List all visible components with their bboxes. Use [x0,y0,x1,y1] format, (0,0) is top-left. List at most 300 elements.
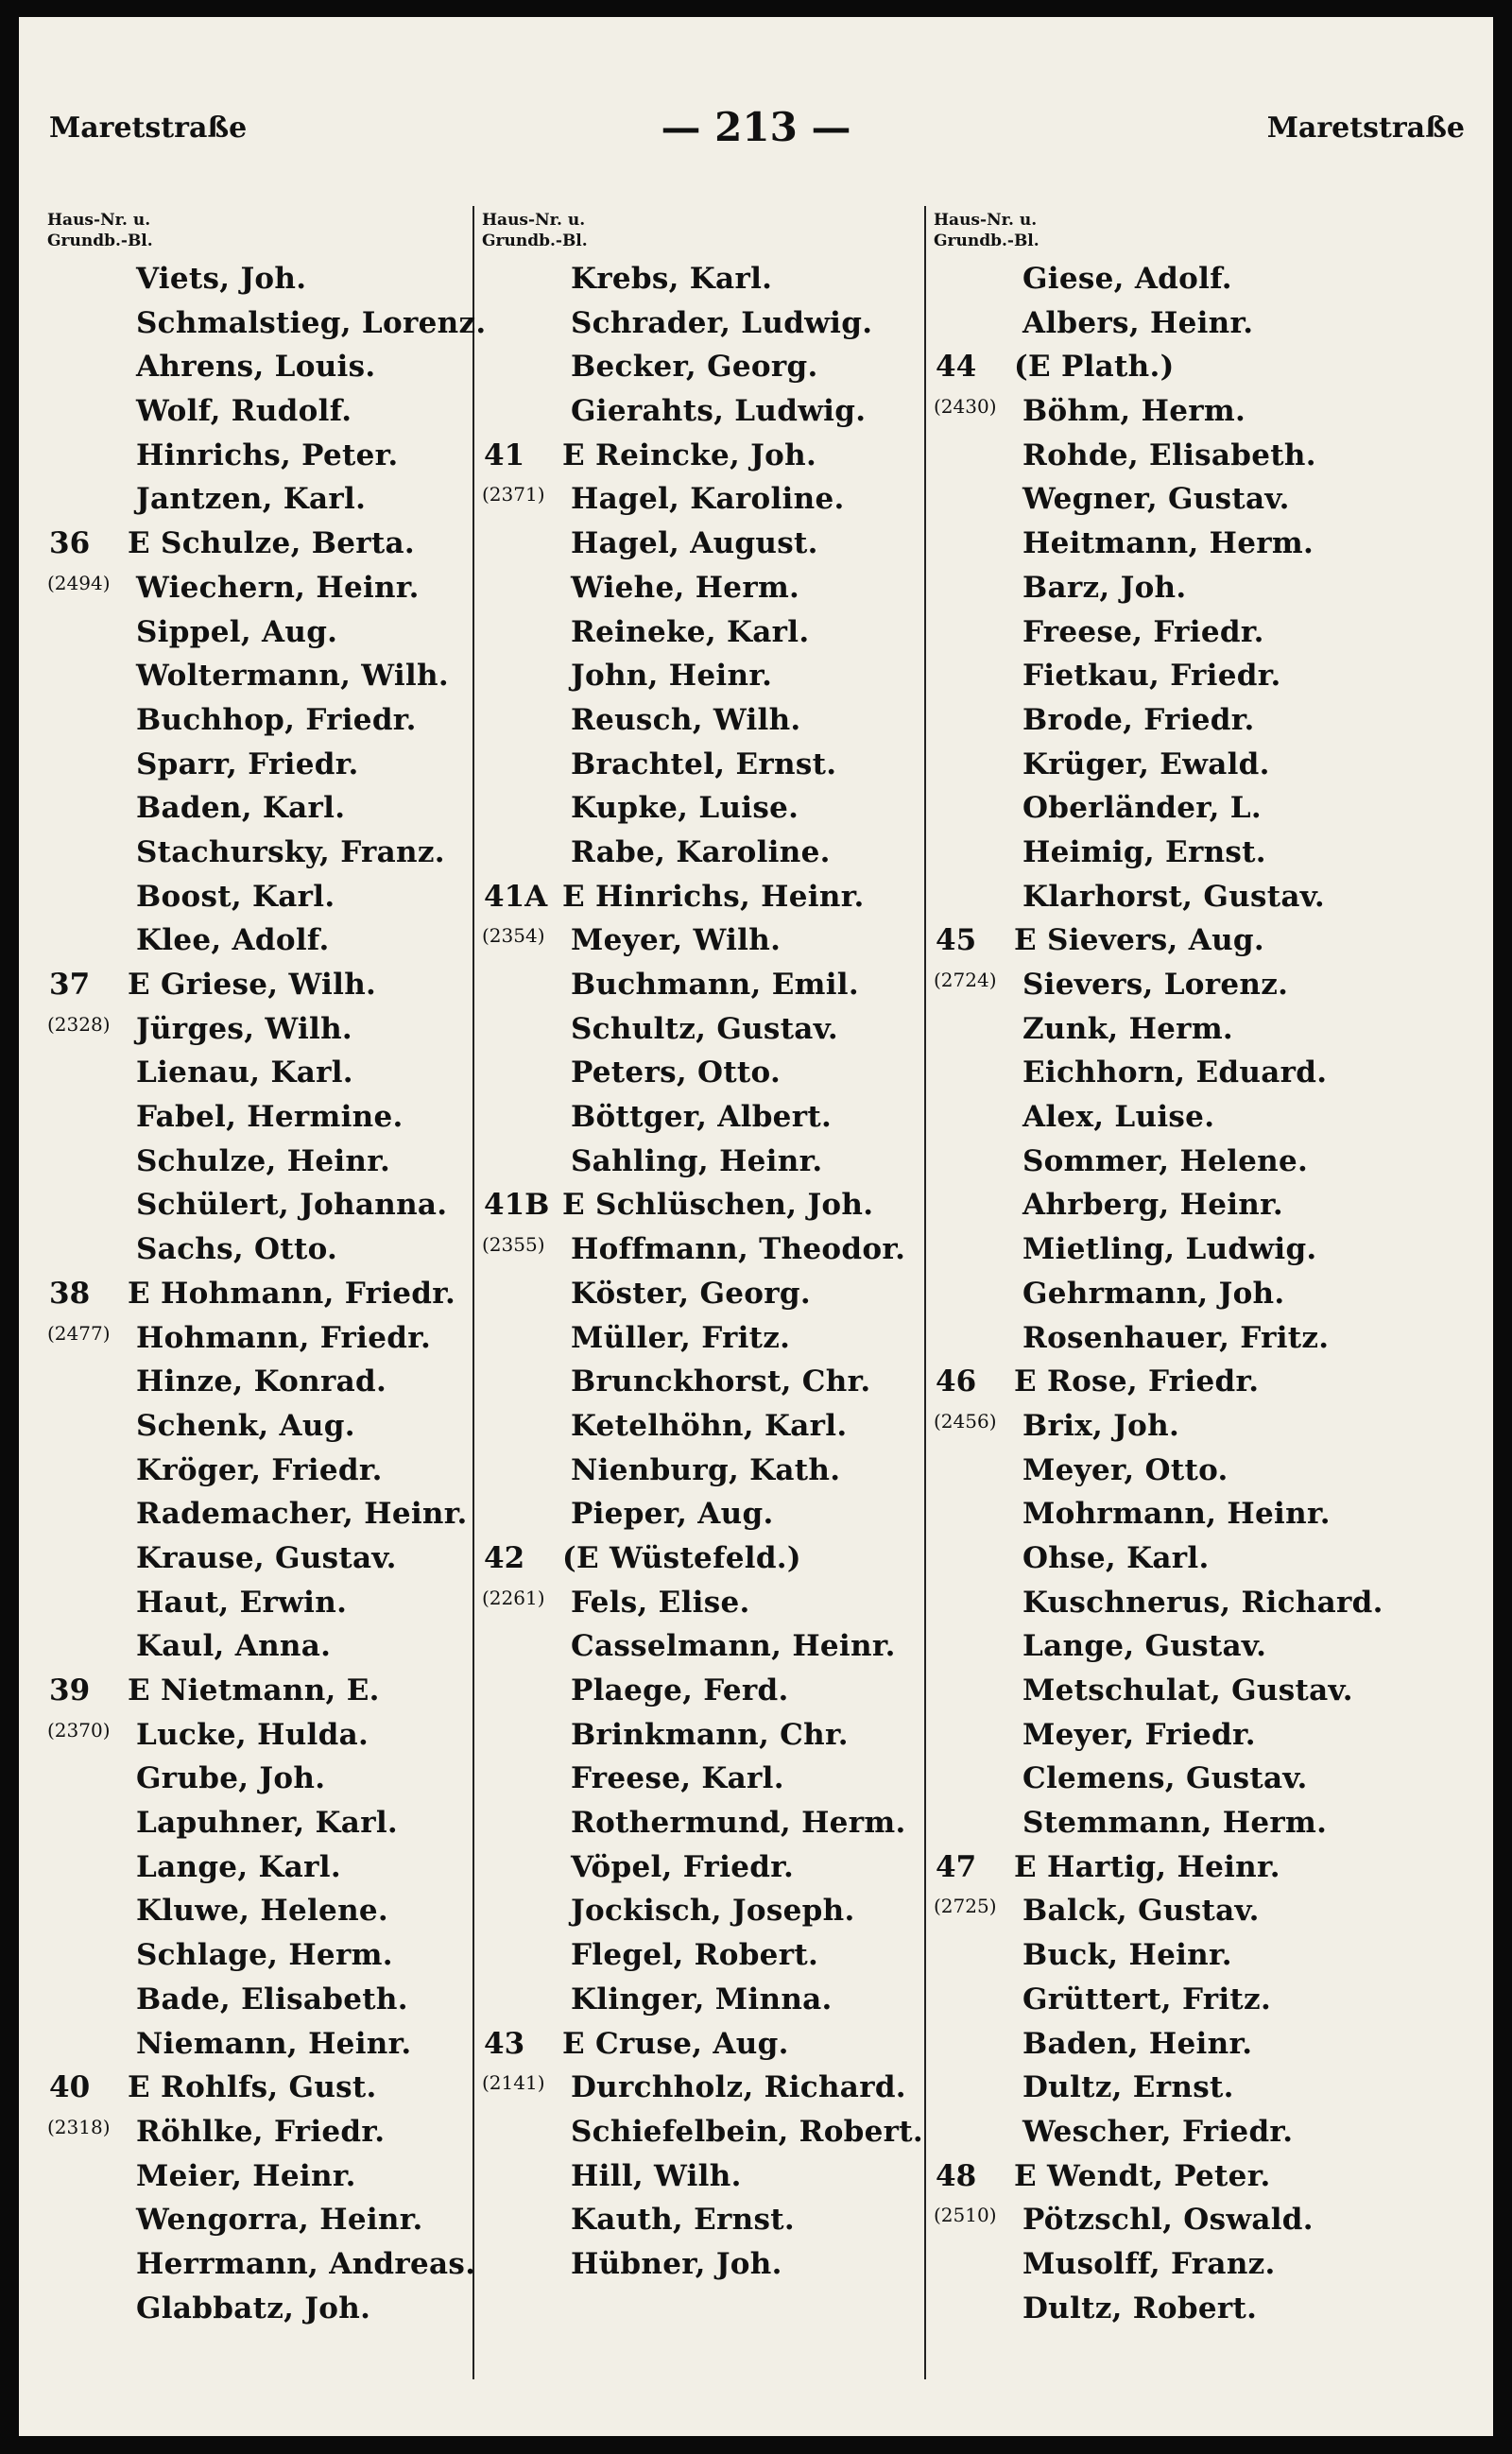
resident-name: Balck, Gustav. [1022,1894,1260,1929]
resident-name: Sievers, Lorenz. [1022,968,1289,1002]
list-item [934,1801,1425,1845]
list-item [482,654,936,698]
house-number: 41 [484,438,525,472]
resident-list [482,257,936,2287]
column-2 [482,210,936,2287]
column-header-grundbuch: Grundb.-Bl. [482,232,588,250]
street-header-left: Maretstraße [49,112,248,145]
resident-name: Barz, Joh. [1022,570,1187,605]
resident-name: Rothermund, Herm. [571,1806,906,1841]
list-item [482,1933,936,1978]
resident-name: Baden, Karl. [136,791,346,826]
list-item [47,1404,491,1449]
resident-name: E Wendt, Peter. [1014,2158,1271,2193]
list-item [47,1272,491,1316]
resident-name: Kaul, Anna. [136,1629,332,1664]
resident-name: Meier, Heinr. [136,2158,356,2193]
list-item [482,1889,936,1933]
list-item [934,301,1425,346]
page-number: — 213 — [661,104,851,150]
resident-name: Herrmann, Andreas. [136,2246,476,2281]
list-item [934,654,1425,698]
list-item [47,477,491,522]
resident-name: Hoffmann, Theodor. [571,1232,906,1267]
resident-name: Wegner, Gustav. [1022,482,1290,517]
resident-name: Jockisch, Joseph. [571,1894,855,1929]
list-item [482,522,936,566]
list-item [482,1845,936,1890]
list-item [47,1713,491,1758]
resident-name: Brinkmann, Chr. [571,1717,849,1752]
list-item [482,1581,936,1625]
list-item [934,1624,1425,1669]
resident-name: Clemens, Gustav. [1022,1761,1308,1796]
resident-name: Lange, Karl. [136,1849,341,1884]
list-item [47,963,491,1007]
list-item [934,2287,1425,2331]
list-item [47,1536,491,1581]
resident-name: E Schulze, Berta. [128,526,416,561]
list-item [482,345,936,389]
list-item [934,1140,1425,1184]
resident-name: Pötzschl, Oswald. [1022,2203,1314,2238]
list-item [482,389,936,434]
house-number: 38 [49,1276,91,1311]
resident-name: Grüttert, Fritz. [1022,1982,1272,2016]
list-item [482,831,936,875]
resident-name: Haut, Erwin. [136,1585,348,1620]
resident-name: Nienburg, Kath. [571,1452,841,1487]
resident-name: Buchmann, Emil. [571,968,859,1002]
grundbuch-number: (2494) [47,571,111,594]
list-item [934,566,1425,610]
resident-name: Wescher, Friedr. [1022,2114,1294,2149]
list-item [934,1492,1425,1536]
list-item [47,918,491,963]
column-header-house-no: Haus-Nr. u. [482,211,586,230]
list-item [934,1713,1425,1758]
resident-name: E Nietmann, E. [128,1673,380,1708]
grundbuch-number: (2724) [934,969,997,991]
resident-name: Vöpel, Friedr. [571,1849,795,1884]
list-item [482,1624,936,1669]
resident-name: Grube, Joh. [136,1761,326,1796]
resident-list [47,257,491,2330]
resident-name: Sahling, Heinr. [571,1143,823,1178]
list-item [934,2242,1425,2287]
resident-name: Flegel, Robert. [571,1938,819,1973]
resident-name: Hinze, Konrad. [136,1364,387,1399]
resident-name: Ohse, Karl. [1022,1540,1210,1575]
list-item [47,345,491,389]
list-item [47,434,491,478]
resident-name: Schultz, Gustav. [571,1011,838,1046]
resident-name: Brunckhorst, Chr. [571,1364,871,1399]
resident-name: Rosenhauer, Fritz. [1022,1320,1330,1355]
list-item [47,389,491,434]
list-item [47,1183,491,1227]
resident-name: Kröger, Friedr. [136,1452,383,1487]
list-item [482,301,936,346]
resident-name: Pieper, Aug. [571,1497,774,1532]
resident-name: Plaege, Ferd. [571,1673,789,1708]
resident-name: Lapuhner, Karl. [136,1806,398,1841]
list-item [47,2022,491,2067]
list-item [934,918,1425,963]
resident-name: Klarhorst, Gustav. [1022,879,1326,914]
grundbuch-number: (2318) [47,2115,111,2138]
resident-name: Hill, Wilh. [571,2158,742,2193]
grundbuch-number: (2477) [47,1321,111,1345]
list-item [47,875,491,919]
resident-name: Mietling, Ludwig. [1022,1232,1317,1267]
list-item [47,1581,491,1625]
resident-name: Freese, Karl. [571,1761,784,1796]
resident-name: Ahrens, Louis. [136,350,376,385]
list-item [47,1978,491,2022]
resident-name: Lucke, Hulda. [136,1717,369,1752]
resident-name: Heitmann, Herm. [1022,526,1314,561]
list-item [934,2110,1425,2154]
resident-name: Viets, Joh. [136,262,307,296]
grundbuch-number: (2141) [482,2071,545,2095]
list-item [934,257,1425,301]
resident-name: Musolff, Franz. [1022,2246,1276,2281]
list-item [482,1492,936,1536]
list-item [47,1845,491,1890]
list-item [934,1404,1425,1449]
resident-name: Ahrberg, Heinr. [1022,1188,1284,1223]
resident-name: Heimig, Ernst. [1022,834,1266,869]
resident-name: E Rose, Friedr. [1014,1364,1260,1399]
resident-name: Sommer, Helene. [1022,1143,1309,1178]
list-item [482,1757,936,1801]
list-item [482,963,936,1007]
list-item [47,1227,491,1272]
resident-name: Rohde, Elisabeth. [1022,438,1316,472]
house-number: 36 [49,526,91,561]
resident-name: Schenk, Aug. [136,1408,355,1443]
list-item [482,2110,936,2154]
resident-name: Schrader, Ludwig. [571,305,873,340]
resident-name: E Rohlfs, Gust. [128,2070,377,2105]
street-header-right: Maretstraße [1266,112,1465,145]
resident-name: Böttger, Albert. [571,1100,833,1135]
resident-name: Dultz, Robert. [1022,2291,1258,2325]
resident-name: Lienau, Karl. [136,1055,353,1090]
resident-name: Jantzen, Karl. [136,482,367,517]
list-item [934,522,1425,566]
list-item [47,1316,491,1361]
list-item [934,2198,1425,2242]
resident-name: E Hohmann, Friedr. [128,1276,456,1311]
list-item [482,1536,936,1581]
house-number: 41B [484,1188,550,1223]
grundbuch-number: (2355) [482,1233,545,1257]
grundbuch-number: (2456) [934,1409,997,1433]
house-number: 40 [49,2070,91,2105]
list-item [934,963,1425,1007]
list-item [934,1272,1425,1316]
resident-name: Schiefelbein, Robert. [571,2114,924,2149]
resident-name: Becker, Georg. [571,350,818,385]
list-item [482,1227,936,1272]
resident-name: Stachursky, Franz. [136,834,445,869]
column-header-grundbuch: Grundb.-Bl. [934,232,1040,250]
resident-name: Schülert, Johanna. [136,1188,448,1223]
resident-name: Meyer, Wilh. [571,923,782,958]
list-item [934,1536,1425,1581]
resident-name: Casselmann, Heinr. [571,1629,896,1664]
column-header [934,210,1425,257]
resident-name: Wiehe, Herm. [571,570,800,605]
list-item [47,1492,491,1536]
list-item [47,257,491,301]
resident-list [934,257,1425,2330]
list-item [482,257,936,301]
resident-name: Lange, Gustav. [1022,1629,1267,1664]
resident-name: Glabbatz, Joh. [136,2291,371,2325]
list-item [934,698,1425,743]
resident-name: Krause, Gustav. [136,1540,397,1575]
list-item [482,2154,936,2199]
resident-name: (E Wüstefeld.) [562,1540,801,1575]
resident-name: E Sievers, Aug. [1014,923,1264,958]
list-item [47,1051,491,1095]
list-item [47,831,491,875]
resident-name: Peters, Otto. [571,1055,782,1090]
house-number: 43 [484,2026,525,2061]
resident-name: Freese, Friedr. [1022,614,1264,649]
resident-name: Stemmann, Herm. [1022,1806,1328,1841]
house-number: 41A [484,879,548,914]
resident-name: Kupke, Luise. [571,791,799,826]
list-item [482,743,936,787]
list-item [47,566,491,610]
house-number: 39 [49,1673,91,1708]
list-item [482,1095,936,1140]
list-item [47,301,491,346]
house-number: 45 [936,923,977,958]
resident-name: Metschulat, Gustav. [1022,1673,1353,1708]
resident-name: E Griese, Wilh. [128,968,377,1002]
list-item [47,1801,491,1845]
resident-name: Wengorra, Heinr. [136,2203,423,2238]
grundbuch-number: (2261) [482,1586,545,1609]
list-item [482,918,936,963]
column-1 [47,210,491,2330]
list-item [482,1316,936,1361]
grundbuch-number: (2370) [47,1718,111,1742]
list-item [47,2110,491,2154]
list-item [47,2242,491,2287]
list-item [47,1007,491,1052]
list-item [47,698,491,743]
house-number: 47 [936,1849,977,1884]
resident-name: Zunk, Herm. [1022,1011,1234,1046]
resident-name: Reineke, Karl. [571,614,810,649]
list-item [47,2154,491,2199]
resident-name: Kauth, Ernst. [571,2203,795,2238]
grundbuch-number: (2430) [934,395,997,419]
resident-name: Jürges, Wilh. [136,1011,353,1046]
list-item [482,1007,936,1052]
list-item [482,1140,936,1184]
list-item [482,566,936,610]
list-item [934,743,1425,787]
resident-name: Ketelhöhn, Karl. [571,1408,848,1443]
list-item [934,610,1425,655]
column-header-house-no: Haus-Nr. u. [47,211,151,230]
resident-name: Niemann, Heinr. [136,2026,412,2061]
column-header-grundbuch: Grundb.-Bl. [47,232,153,250]
resident-name: Baden, Heinr. [1022,2026,1253,2061]
resident-name: Alex, Luise. [1022,1100,1215,1135]
resident-name: Gehrmann, Joh. [1022,1276,1285,1311]
resident-name: Giese, Adolf. [1022,262,1232,296]
resident-name: E Cruse, Aug. [562,2026,789,2061]
list-item [47,743,491,787]
resident-name: Fabel, Hermine. [136,1100,404,1135]
directory-page [19,17,1493,2436]
resident-name: Albers, Heinr. [1022,305,1254,340]
list-item [47,1095,491,1140]
list-item [482,1272,936,1316]
list-item [482,1051,936,1095]
list-item [482,1360,936,1404]
list-item [482,1669,936,1713]
list-item [934,1845,1425,1890]
list-item [934,2154,1425,2199]
resident-name: Reusch, Wilh. [571,702,801,737]
list-item [934,786,1425,831]
resident-name: Klinger, Minna. [571,1982,833,2016]
house-number: 42 [484,1540,525,1575]
list-item [47,786,491,831]
house-number: 37 [49,968,91,1002]
resident-name: Sparr, Friedr. [136,746,359,781]
list-item [47,1624,491,1669]
house-number: 44 [936,350,977,385]
list-item [934,1007,1425,1052]
resident-name: Wiechern, Heinr. [136,570,420,605]
resident-name: Brix, Joh. [1022,1408,1180,1443]
resident-name: Boost, Karl. [136,879,335,914]
house-number: 46 [936,1364,977,1399]
list-item [934,1757,1425,1801]
resident-name: Klee, Adolf. [136,923,330,958]
house-number: 48 [936,2158,977,2193]
resident-name: Rademacher, Heinr. [136,1497,468,1532]
resident-name: E Schlüschen, Joh. [562,1188,874,1223]
list-item [482,1404,936,1449]
resident-name: E Hinrichs, Heinr. [562,879,865,914]
list-item [934,2066,1425,2110]
list-item [934,389,1425,434]
grundbuch-number: (2328) [47,1012,111,1036]
list-item [934,1933,1425,1978]
list-item [934,434,1425,478]
list-item [482,2242,936,2287]
list-item [482,1449,936,1493]
resident-name: (E Plath.) [1014,350,1175,385]
resident-name: Hohmann, Friedr. [136,1320,432,1355]
resident-name: Meyer, Friedr. [1022,1717,1256,1752]
resident-name: Sippel, Aug. [136,614,338,649]
list-item [934,1051,1425,1095]
list-item [47,1933,491,1978]
list-item [934,1978,1425,2022]
list-item [47,1669,491,1713]
resident-name: Oberländer, L. [1022,791,1262,826]
list-item [482,1183,936,1227]
list-item [47,2066,491,2110]
resident-name: Fietkau, Friedr. [1022,659,1281,694]
list-item [482,610,936,655]
column-header-house-no: Haus-Nr. u. [934,211,1038,230]
resident-name: Müller, Fritz. [571,1320,791,1355]
resident-name: Brode, Friedr. [1022,702,1255,737]
list-item [482,477,936,522]
list-item [47,1757,491,1801]
list-item [47,522,491,566]
list-item [47,654,491,698]
list-item [934,1889,1425,1933]
list-item [482,1713,936,1758]
resident-name: Rabe, Karoline. [571,834,831,869]
list-item [482,1978,936,2022]
resident-name: Kluwe, Helene. [136,1894,389,1929]
resident-name: Krebs, Karl. [571,262,773,296]
list-item [47,1449,491,1493]
resident-name: Meyer, Otto. [1022,1452,1228,1487]
list-item [934,831,1425,875]
list-item [482,2198,936,2242]
grundbuch-number: (2510) [934,2204,997,2227]
grundbuch-number: (2725) [934,1895,997,1918]
resident-name: Sachs, Otto. [136,1232,338,1267]
list-item [934,1227,1425,1272]
resident-name: Bade, Elisabeth. [136,1982,408,2016]
column-3 [934,210,1425,2330]
list-item [934,2022,1425,2067]
list-item [934,1449,1425,1493]
resident-name: Krüger, Ewald. [1022,746,1270,781]
list-item [934,1316,1425,1361]
list-item [934,1360,1425,1404]
resident-name: Woltermann, Wilh. [136,659,449,694]
resident-name: Hinrichs, Peter. [136,438,399,472]
list-item [934,875,1425,919]
resident-name: Hagel, Karoline. [571,482,845,517]
resident-name: Hagel, August. [571,526,818,561]
list-item [482,786,936,831]
list-item [482,434,936,478]
grundbuch-number: (2354) [482,924,545,948]
column-header [482,210,936,257]
resident-name: Böhm, Herm. [1022,394,1246,429]
resident-name: E Reincke, Joh. [562,438,817,472]
resident-name: Dultz, Ernst. [1022,2070,1234,2105]
resident-name: E Hartig, Heinr. [1014,1849,1280,1884]
resident-name: Durchholz, Richard. [571,2070,906,2105]
resident-name: Gierahts, Ludwig. [571,394,867,429]
resident-name: Buck, Heinr. [1022,1938,1232,1973]
list-item [47,1140,491,1184]
list-item [934,1095,1425,1140]
resident-name: Wolf, Rudolf. [136,394,352,429]
resident-name: Schmalstieg, Lorenz. [136,305,487,340]
